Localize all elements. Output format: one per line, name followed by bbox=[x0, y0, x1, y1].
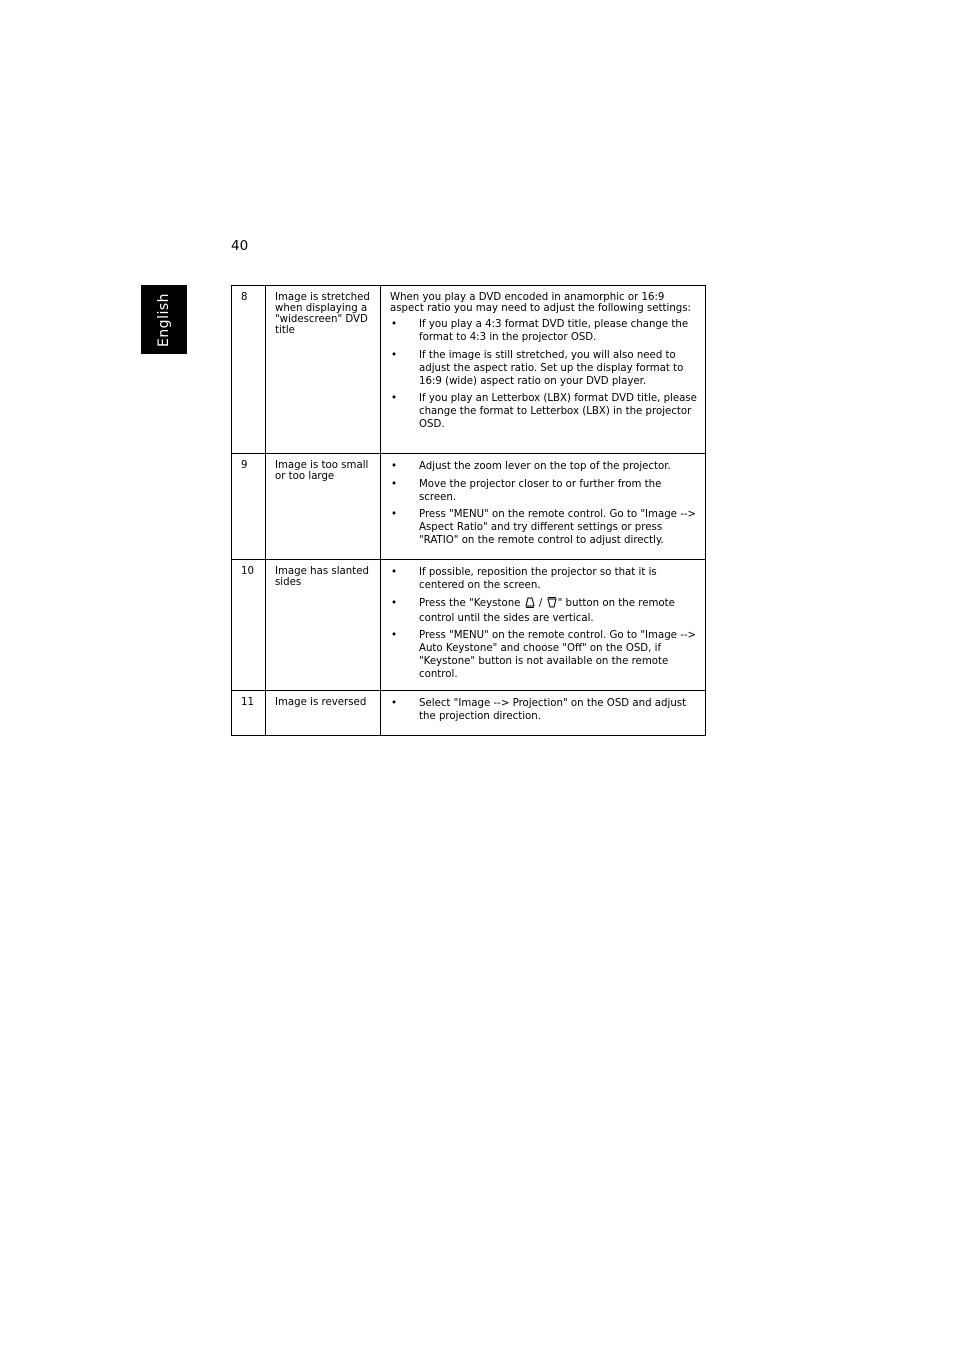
solution-cell bbox=[381, 286, 706, 454]
problem-description: Image is stretched when displaying a "widescreen" DVD title bbox=[266, 286, 381, 454]
keystone-separator: / bbox=[535, 597, 546, 609]
list-item: • Select "Image --> Projection" on the OSD and adjust the projection direction. bbox=[390, 697, 697, 723]
solution-list bbox=[390, 318, 697, 431]
language-tab bbox=[141, 285, 187, 354]
keystone-down-icon bbox=[547, 597, 557, 612]
row-number: 8 bbox=[232, 286, 266, 454]
keystone-text-after: " button on the remote control until the sides are vertical. bbox=[419, 597, 675, 624]
table-row bbox=[232, 691, 706, 736]
solution-cell bbox=[381, 560, 706, 691]
solution-list bbox=[390, 697, 697, 723]
solution-list bbox=[390, 460, 697, 547]
row-number: 9 bbox=[232, 454, 266, 560]
table-row bbox=[232, 560, 706, 691]
list-item: • If you play a 4:3 format DVD title, please change the format to 4:3 in the projector OSD. bbox=[390, 318, 697, 344]
list-item: • Adjust the zoom lever on the top of the projector. bbox=[390, 460, 697, 473]
list-item: • Press "MENU" on the remote control. Go to "Image --> Auto Keystone" and choose "Off" on the OSD, if "Keystone" button is not available on the remote control. bbox=[390, 629, 697, 681]
solution-intro: When you play a DVD encoded in anamorphic or 16:9 aspect ratio you may need to adjust the following settings: bbox=[390, 292, 691, 314]
page-number: 40 bbox=[231, 238, 249, 254]
keystone-up-icon bbox=[525, 597, 535, 612]
language-tab-label: English bbox=[156, 292, 172, 347]
solution-list bbox=[390, 566, 697, 681]
problem-description: Image is too small or too large bbox=[266, 454, 381, 560]
list-item: • Press "MENU" on the remote control. Go to "Image --> Aspect Ratio" and try different settings or press "RATIO" on the remote control to adjust directly. bbox=[390, 508, 697, 547]
problem-description: Image is reversed bbox=[266, 691, 381, 736]
list-item: • Move the projector closer to or further from the screen. bbox=[390, 478, 697, 504]
list-item: • If the image is still stretched, you will also need to adjust the aspect ratio. Set up the display format to 16:9 (wide) aspect ratio on your DVD player. bbox=[390, 349, 697, 388]
table-row bbox=[232, 454, 706, 560]
list-item bbox=[390, 597, 697, 625]
troubleshooting-table bbox=[231, 285, 706, 736]
row-number: 10 bbox=[232, 560, 266, 691]
list-item: • If you play an Letterbox (LBX) format DVD title, please change the format to Letterbox (LBX) in the projector OSD. bbox=[390, 392, 697, 431]
list-item: • If possible, reposition the projector so that it is centered on the screen. bbox=[390, 566, 697, 592]
problem-description: Image has slanted sides bbox=[266, 560, 381, 691]
keystone-text-before: Press the "Keystone bbox=[419, 597, 524, 609]
table-row bbox=[232, 286, 706, 454]
solution-cell bbox=[381, 691, 706, 736]
row-number: 11 bbox=[232, 691, 266, 736]
solution-cell bbox=[381, 454, 706, 560]
